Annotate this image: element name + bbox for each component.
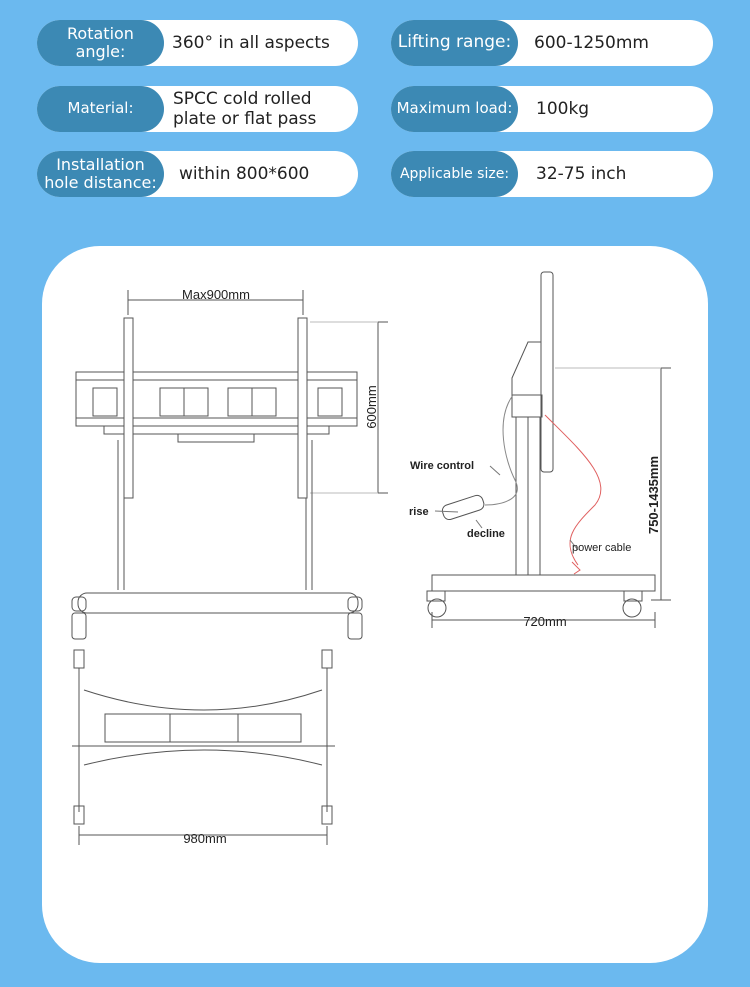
spec-label: Installation hole distance: (37, 151, 164, 197)
spec-value: SPCC cold rolled plate or flat pass (173, 88, 317, 129)
side-height-label: 750-1435mm (646, 455, 661, 535)
front-width-label: Max900mm (182, 287, 250, 302)
decline-label: decline (467, 528, 505, 540)
side-width-label: 720mm (523, 614, 567, 629)
spec-value: 100kg (536, 98, 590, 119)
wire-control-label: Wire control (410, 460, 475, 472)
spec-value: 600-1250mm (534, 32, 649, 53)
spec-label: Maximum load: (391, 86, 518, 132)
power-cable-label: power cable (572, 542, 632, 554)
side-view (409, 272, 671, 629)
spec-value: 360° in all aspects (172, 32, 330, 53)
front-height-label: 600mm (364, 385, 379, 429)
spec-label: Rotation angle: (37, 20, 164, 66)
base-view (72, 650, 335, 846)
rise-label: rise (409, 506, 429, 518)
spec-value: within 800*600 (179, 163, 310, 184)
spec-label: Applicable size: (391, 151, 518, 197)
spec-label: Lifting range: (391, 20, 518, 66)
spec-label: Material: (37, 86, 164, 132)
base-width-label: 980mm (183, 831, 227, 846)
spec-value: 32-75 inch (536, 163, 627, 184)
front-view (72, 287, 388, 639)
